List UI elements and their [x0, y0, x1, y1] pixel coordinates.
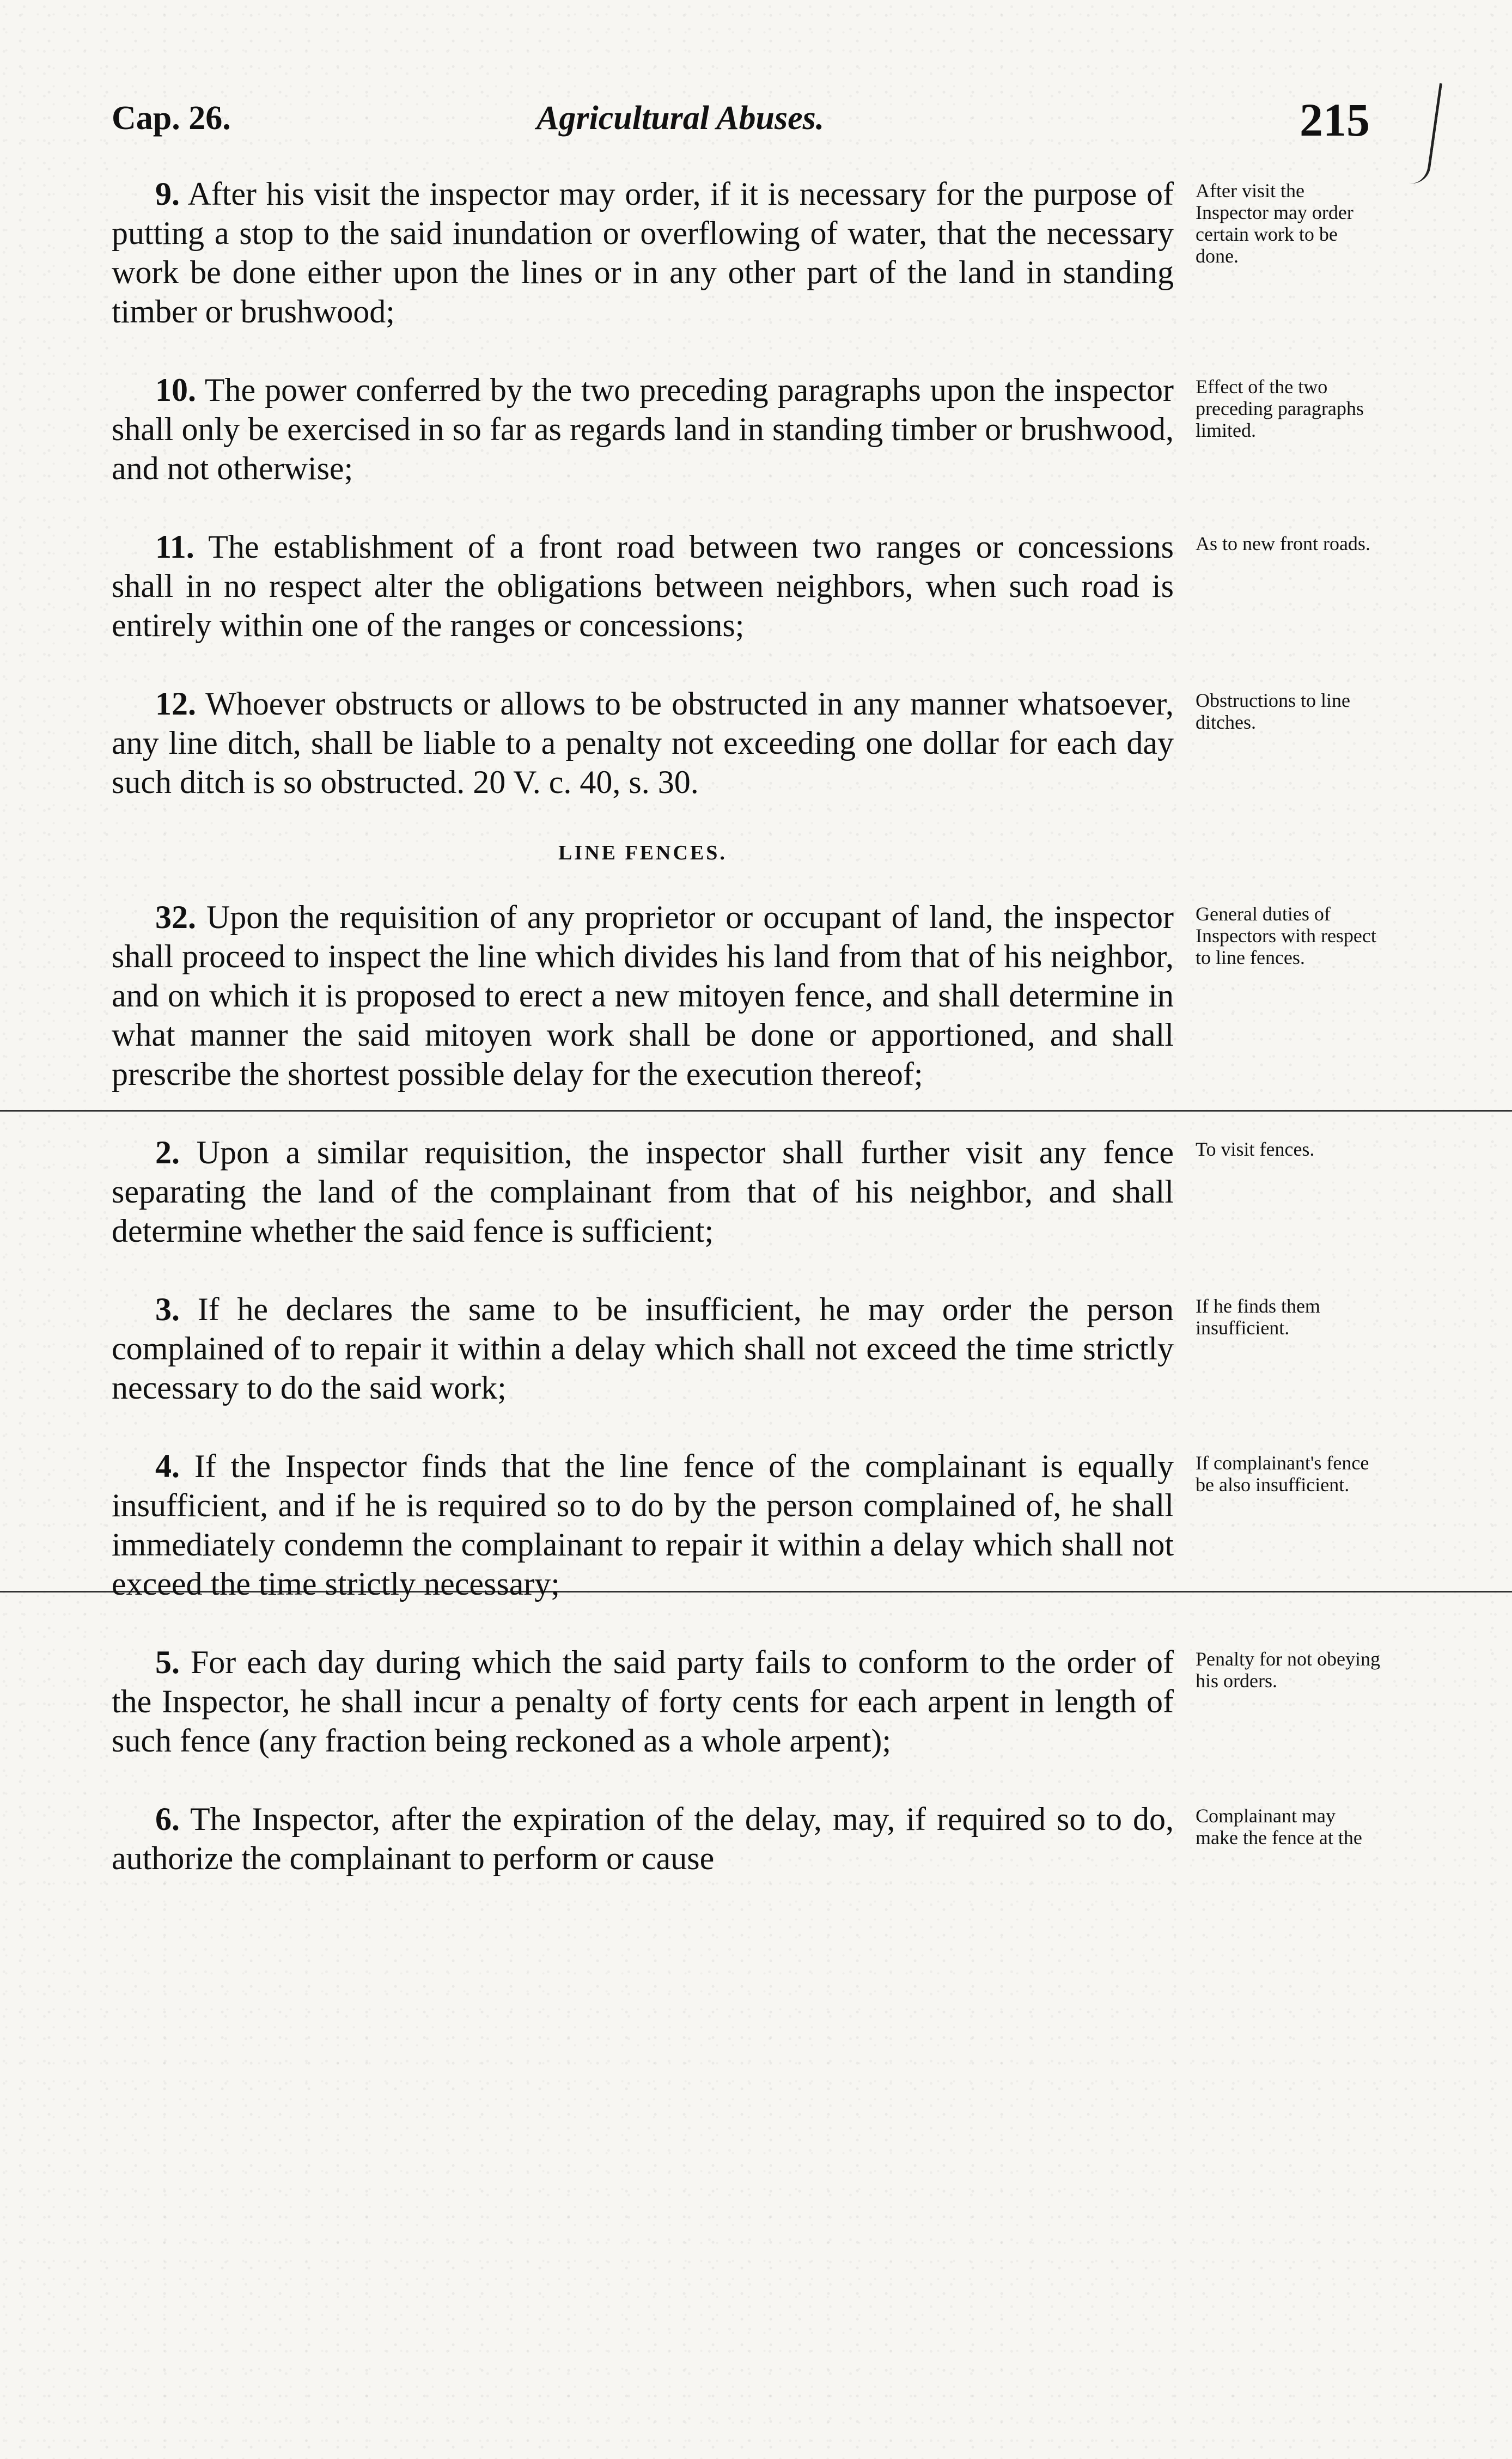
paragraph-number: 12. — [155, 686, 196, 722]
section-32 — [112, 898, 1408, 1094]
paragraph-number: 32. — [155, 899, 196, 935]
page-number: 215 — [1300, 94, 1370, 146]
margin-note: To visit fences. — [1196, 1138, 1315, 1160]
paragraph — [112, 898, 1174, 1094]
section-9 — [112, 174, 1408, 331]
paragraph — [112, 1133, 1174, 1250]
paragraph-text: Upon a similar requisition, the inspector shall further visit any fence separating the land of the complainant from that of his neighbor, and shall determine whether the said fence is sufficient; — [112, 1134, 1174, 1249]
margin-note: If complainant's fence be also insufficient. — [1196, 1452, 1369, 1496]
paragraph-text: For each day during which the said party fails to conform to the order of the Inspector, he shall incur a penalty of forty cents for each arpent in length of such fence (any fraction being reckoned as a whole arpent); — [112, 1644, 1174, 1759]
paragraph-number: 2. — [155, 1134, 180, 1170]
paragraph-text: The establishment of a front road between two ranges or concessions shall in no respect alter the obligations between neighbors, when such road is entirely within one of the ranges or concessions; — [112, 529, 1174, 643]
margin-note: Obstructions to line ditches. — [1196, 690, 1350, 733]
page-header — [112, 93, 1370, 152]
margin-note: Effect of the two preceding paragraphs limited. — [1196, 376, 1364, 441]
margin-pen-stroke — [1409, 81, 1442, 186]
paragraph — [112, 1799, 1174, 1878]
section-10 — [112, 370, 1408, 488]
chapter-label: Cap. 26. — [112, 100, 231, 137]
paragraph-number: 6. — [155, 1801, 180, 1837]
paragraph — [112, 527, 1174, 645]
margin-note: Penalty for not obeying his orders. — [1196, 1648, 1380, 1692]
paragraph-number: 3. — [155, 1291, 180, 1327]
margin-note: Complainant may make the fence at the — [1196, 1805, 1362, 1848]
margin-note: As to new front roads. — [1196, 533, 1370, 554]
section-11 — [112, 527, 1408, 645]
paragraph — [112, 1290, 1174, 1407]
paragraph-text: The power conferred by the two preceding paragraphs upon the inspector shall only be exercised in so far as regards land in standing timber or brushwood, and not otherwise; — [112, 372, 1174, 486]
running-title: Agricultural Abuses. — [536, 100, 825, 137]
margin-note: If he finds them insufficient. — [1196, 1295, 1320, 1339]
section-heading: LINE FENCES. — [558, 841, 727, 864]
paragraph — [112, 174, 1174, 331]
paragraph — [112, 370, 1174, 488]
margin-note: After visit the Inspector may order certain work to be done. — [1196, 180, 1354, 267]
paragraph-text: If the Inspector finds that the line fence of the complainant is equally insufficient, and if he is required so to do by the person complained of, he shall immediately condemn the complainant to repair it within a delay which shall not exceed the time strictly necessary; — [112, 1448, 1174, 1602]
page-body — [112, 174, 1408, 1917]
paragraph-number: 10. — [155, 372, 196, 408]
paragraph — [112, 1447, 1174, 1603]
section-32-3 — [112, 1290, 1408, 1407]
paragraph — [112, 1643, 1174, 1760]
paragraph-text: Upon the requisition of any proprietor or occupant of land, the inspector shall proceed to inspect the line which divides his land from that of his neighbor, and on which it is proposed to erect a new mitoyen fence, and shall determine in what manner the said mitoyen work shall be done or apportioned, and shall prescribe the shortest possible delay for the execution thereof; — [112, 899, 1174, 1092]
paragraph-text: The Inspector, after the expiration of the delay, may, if required so to do, authorize the complainant to perform or cause — [112, 1801, 1174, 1876]
section-32-5 — [112, 1643, 1408, 1760]
paragraph-number: 5. — [155, 1644, 180, 1680]
section-12 — [112, 684, 1408, 802]
paragraph-text: After his visit the inspector may order, if it is necessary for the purpose of putting a stop to the said inundation or overflowing of water, that the necessary work be done either upon the lines or in any other part of the land in standing timber or brushwood; — [112, 176, 1174, 330]
paragraph-number: 4. — [155, 1448, 180, 1484]
margin-note: General duties of Inspectors with respect to line fences. — [1196, 903, 1376, 968]
section-32-6 — [112, 1799, 1408, 1878]
paragraph-number: 11. — [155, 529, 194, 565]
paragraph-text: If he declares the same to be insufficient, he may order the person complained of to repair it within a delay which shall not exceed the time strictly necessary to do the said work; — [112, 1291, 1174, 1406]
paragraph-number: 9. — [155, 176, 180, 212]
paragraph — [112, 684, 1174, 802]
section-32-4 — [112, 1447, 1408, 1603]
paragraph-text: Whoever obstructs or allows to be obstructed in any manner whatsoever, any line ditch, shall be liable to a penalty not exceeding one dollar for each day such ditch is so obstructed. 20 V. c. 40, s. 30. — [112, 686, 1174, 800]
section-32-2 — [112, 1133, 1408, 1250]
